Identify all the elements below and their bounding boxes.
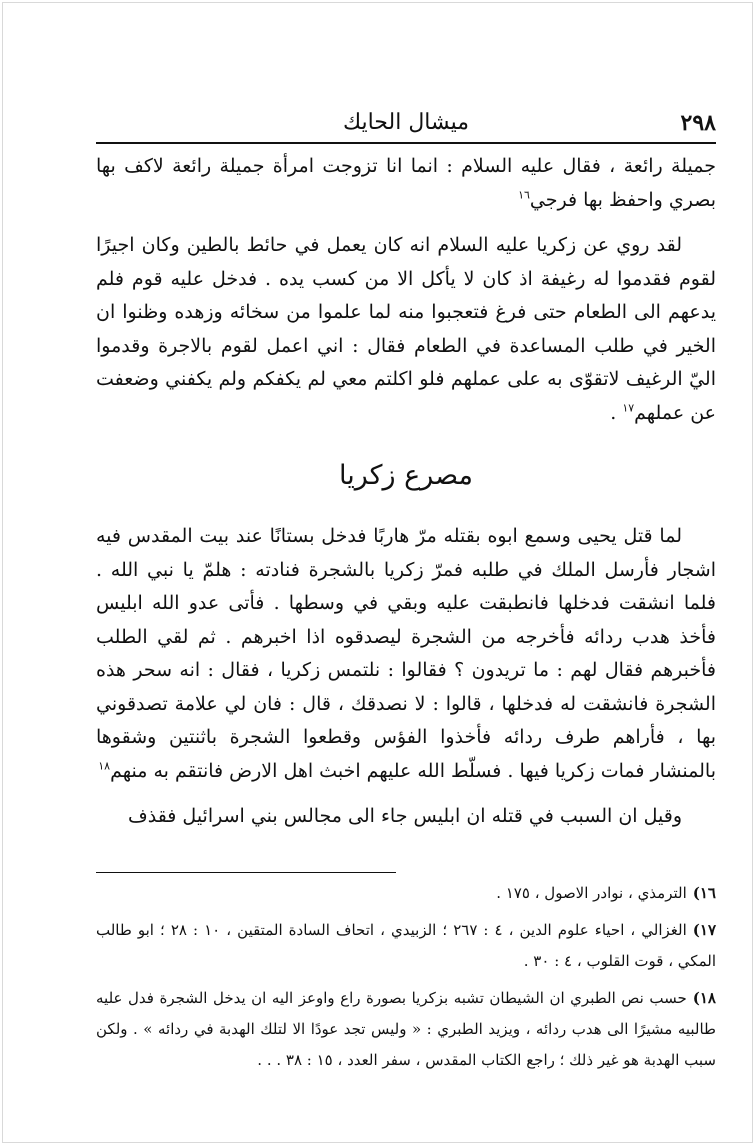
paragraph xyxy=(96,150,716,217)
paragraph-text: جميلة رائعة ، فقال عليه السلام : انما انا تزوجت امرأة جميلة رائعة لاكف بها بصري واحفظ بها فرجي xyxy=(96,155,716,211)
footnote-text: الترمذي ، نوادر الاصول ، ١٧٥ . xyxy=(496,884,687,902)
footnote-ref: ١٦ xyxy=(518,188,530,202)
footnote-text: حسب نص الطبري ان الشيطان تشبه بزكريا بصورة راع واوعز اليه ان يدخل الشجرة فدل عليه طالبيه مشيرًا الى هدب ردائه ، ويزيد الطبري : « وليس تجد عودًا الا لتلك الهدبة في ردائه » . ولكن سبب الهدبة هو غير ذلك ؛ راجع الكتاب المقدس ، سفر العدد ، ١٥ : ٣٨ . . . xyxy=(96,989,716,1069)
footnote-number: ١٦) xyxy=(692,884,716,902)
footnote-rule xyxy=(96,872,396,873)
footnote-text: الغزالي ، احياء علوم الدين ، ٤ : ٢٦٧ ؛ الزبيدي ، اتحاف السادة المتقين ، ١٠ : ٢٨ ؛ ابو طالب المكي ، قوت القلوب ، ٤ : ٣٠ . xyxy=(96,921,716,970)
footnotes xyxy=(96,878,716,1076)
footnote-number: ١٧) xyxy=(692,921,717,939)
paragraph: لقد روي عن زكريا عليه السلام انه كان يعمل في حائط بالطين وكان اجيرًا لقوم فقدموا له رغيفة اذ كان لا يأكل الا من كسب يده . فدخل عليه قوم فلم يدعهم الى الطعام حتى فرغ فتعجبوا منه لما علموا من سخائه وزهده وظنوا ان الخير في طلب المساعدة في الطعام فقال : اني اعمل لقوم بالاجرة وقدموا اليّ الرغيف لاتقوّى به على عملهم فلو اكلتم معي لم يكفكم ولم يكفني وضعفت عن عملهم$^{١٧}$ . xyxy=(96,234,716,424)
paragraph xyxy=(96,800,716,834)
footnote xyxy=(96,983,716,1076)
footnote-ref: ١٨ xyxy=(98,759,111,773)
footnote-number: ١٨) xyxy=(692,989,716,1007)
footnote xyxy=(96,915,716,977)
paragraph-text: لقد روي عن زكريا عليه السلام انه كان يعمل في حائط بالطين وكان اجيرًا لقوم فقدموا له رغيفة اذ كان لا يأكل الا من كسب يده . فدخل عليه قوم فلم يدعهم الى الطعام حتى فرغ فتعجبوا منه لما علموا من سخائه وزهده وظنوا ان الخير في طلب المساعدة في الطعام فقال : اني اعمل لقوم بالاجرة وقدموا اليّ الرغيف لاتقوّى به على عملهم فلو اكلتم معي لم يكفكم ولم يكفني وضعفت عن عملهم xyxy=(96,234,716,424)
section-heading: مصرع زكريا xyxy=(339,460,473,491)
paragraph-text: وقيل ان السبب في قتله ان ابليس جاء الى مجالس بني اسرائيل فقذف xyxy=(128,805,682,827)
header-rule xyxy=(96,142,716,144)
footnote-ref: ١٧ xyxy=(622,401,635,415)
main-text xyxy=(96,150,716,834)
footnote xyxy=(96,878,716,909)
paragraph-text: لما قتل يحيى وسمع ابوه بقتله مرّ هاربًا فدخل بستانًا عند بيت المقدس فيه اشجار فأرسل الملك في طلبه فمرّ زكريا بالشجرة فنادته : هلمّ يا نبي الله . فلما انشقت فدخلها فانطبقت عليه وبقي في وسطها . فأتى عدو الله ابليس فأخذ هدب ردائه فأخرجه من الشجرة ليصدقوه اذا اخبرهم . ثم لقي الطلب فأخبرهم فقال لهم : ما تريدون ؟ فقالوا : نلتمس زكريا ، فقال : انه سحر هذه الشجرة فانشقت له فدخلها ، قالوا : لا نصدقك ، قال : فان لي علامة تصدقوني بها ، فأراهم طرف ردائه فأخذوا الفؤس وقطعوا الشجرة باثنتين وشقوها بالمنشار فمات زكريا فيها . فسلّط الله عليهم اخبث اهل الارض فانتقم به منهم xyxy=(96,525,716,782)
paragraph xyxy=(96,520,716,788)
page-number: ٢٩٨ xyxy=(680,110,716,136)
page-header xyxy=(96,108,716,142)
running-title: ميشال الحايك xyxy=(342,110,470,135)
